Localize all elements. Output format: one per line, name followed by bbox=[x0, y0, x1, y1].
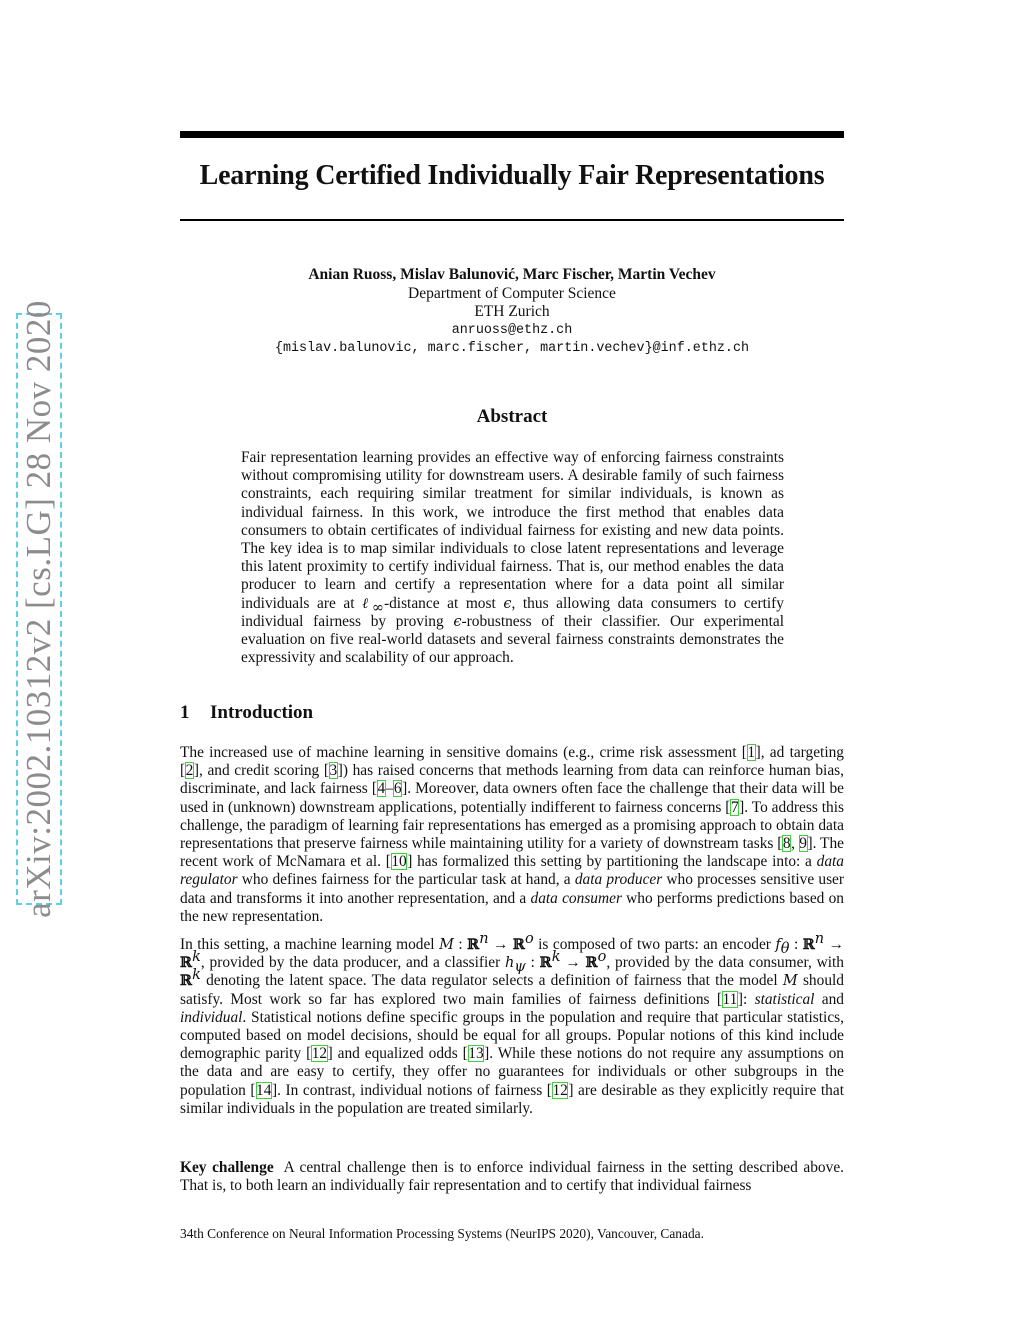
intro-paragraph-2: In this setting, a machine learning model M : ℝ$^n$ → ℝ$^o$ is composed of two parts: an encoder $f_\theta$ : ℝ$^n$ → ℝ$^k$, provided by the data producer, and a classifier $h_\psi$ : ℝ$^k$ → ℝ$^o$, provided by the data consumer, with ℝ$^k$ denoting the latent space. The data regulator selects a definition of fairness that the model M should satisfy. Most work so far has explored two main families of fairness definitions [11]: statistical and individual. Statistical notions define specific groups in the population and require that particular statistics, computed based on model decisions, should be equal for all groups. Popular notions of this kind include demographic parity [12] and equalized odds [13]. While these notions do not require any assumptions on the data and are easy to certify, they offer no guarantees for individuals or other subgroups in the population [14]. In contrast, individual notions of fairness [12] are desirable as they explicitly require that similar individuals in the population are treated similarly. bbox=[180, 930, 845, 1117]
department: Department of Computer Science bbox=[408, 284, 616, 302]
citation-link[interactable]: 11 bbox=[722, 990, 738, 1008]
abstract-text: Fair representation learning provides an effective way of enforcing fairness constraints without compromising utility for downstream users. A desirable family of such fairness constraints, each requiring similar treatment for similar individuals, is known as individual fairness. In this work, we introduce the first method that enables data consumers to obtain certificates of individual fairness for existing and new data points. The key idea is to map similar individuals to close latent representations and leverage this latent proximity to certify individual fairness. That is, our method enables the data producer to learn and certify a representation where for a data point all similar individuals are at ℓ$_\infty$-distance at most ϵ, thus allowing data consumers to certify individual fairness by proving ϵ-robustness of their classifier. Our experimental evaluation on five real-world datasets and several fairness constraints demonstrates the expressivity and scalability of our approach. bbox=[241, 449, 784, 667]
citation-link[interactable]: 12 bbox=[552, 1081, 568, 1099]
paper-title: Learning Certified Individually Fair Representations bbox=[199, 160, 825, 191]
citation-link[interactable]: 1 bbox=[747, 744, 756, 761]
citation-link[interactable]: 7 bbox=[730, 798, 739, 816]
institution: ETH Zurich bbox=[474, 303, 550, 320]
author-email-2: {mislav.balunovic, marc.fischer, martin.vechev}@inf.ethz.ch bbox=[274, 341, 750, 356]
citation-link[interactable]: 4 bbox=[377, 780, 386, 798]
author-email-1: anruoss@ethz.ch bbox=[451, 322, 573, 338]
section-heading-introduction: 1 Introduction bbox=[180, 702, 314, 723]
citation-link[interactable]: 10 bbox=[391, 853, 407, 871]
citation-link[interactable]: 3 bbox=[329, 762, 338, 780]
title-rule-top bbox=[180, 131, 844, 138]
intro-paragraph-1: The increased use of machine learning in sensitive domains (e.g., crime risk assessment [1], ad targeting [2], and credit scoring [3]) has raised concerns that methods learning from data can reinforce human bias, discriminate, and lack fairness [4–6]. Moreover, data owners often face the challenge that their data will be used in (unknown) downstream applications, potentially indifferent to fairness concerns [7]. To address this challenge, the paradigm of learning fair representations has emerged as a promising approach to obtain data representations that preserve fairness while maintaining utility for a variety of downstream tasks [8, 9]. The recent work of McNamara et al. [10] has formalized this setting by partitioning the landscape into: a data regulator who defines fairness for the particular task at hand, a data producer who processes sensitive user data and transforms it into another representation, and a data consumer who performs predictions based on the new representation. bbox=[180, 744, 845, 925]
citation-link[interactable]: 12 bbox=[311, 1045, 328, 1063]
citation-link[interactable]: 13 bbox=[468, 1045, 484, 1063]
abstract-heading: Abstract bbox=[476, 406, 548, 427]
citation-link[interactable]: 2 bbox=[185, 762, 194, 780]
arxiv-identifier: arXiv:2002.10312v2 [cs.LG] 28 Nov 2020 bbox=[19, 300, 58, 918]
citation-link[interactable]: 9 bbox=[799, 835, 807, 853]
citation-link[interactable]: 14 bbox=[256, 1081, 272, 1099]
key-challenge-paragraph: Key challenge A central challenge then is to enforce individual fairness in the setting described above. That is, to both learn an individually fair representation and to certify that individual fairness bbox=[180, 1159, 844, 1195]
conference-footer: 34th Conference on Neural Information Processing Systems (NeurIPS 2020), Vancouver, Canada. bbox=[180, 1226, 704, 1241]
paragraph-lead: Key challenge bbox=[180, 1159, 274, 1176]
author-block bbox=[180, 266, 844, 359]
citation-link[interactable]: 6 bbox=[393, 780, 402, 798]
citation-link[interactable]: 8 bbox=[782, 835, 791, 853]
title-rule-bottom bbox=[180, 219, 844, 221]
author-names: Anian Ruoss, Mislav Balunović, Marc Fischer, Martin Vechev bbox=[308, 266, 716, 283]
